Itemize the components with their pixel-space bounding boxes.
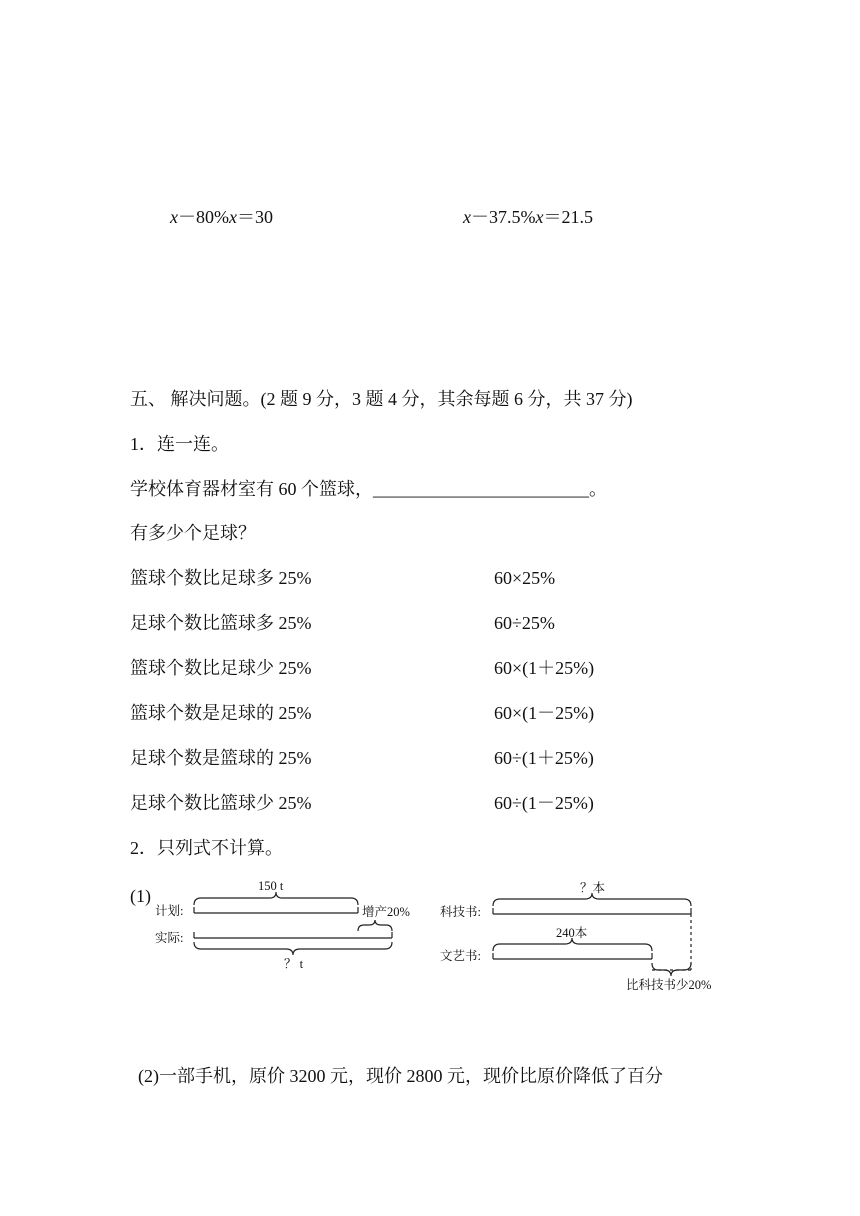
- q2-title: 2．只列式不计算。: [130, 838, 283, 858]
- plan-value: 150 t: [258, 879, 284, 893]
- increase-label: 增产20%: [362, 905, 410, 919]
- equation-2-mid: －37.5%: [471, 207, 536, 227]
- q1-left-item: 足球个数比篮球少 25%: [130, 793, 312, 813]
- q1-left-item: 足球个数是篮球的 25%: [130, 748, 312, 768]
- equation-1-mid: －80%: [178, 207, 229, 227]
- q1-right-item: 60×(1＋25%): [494, 658, 595, 678]
- art-value: 240本: [556, 926, 588, 940]
- section-heading: 五、 解决问题。(2 题 9 分，3 题 4 分，其余每题 6 分，共 37 分): [130, 389, 633, 409]
- q1-right-item: 60×(1－25%): [494, 703, 595, 723]
- actual-value: ？ t: [284, 957, 304, 971]
- equation-2-tail: ＝21.5: [543, 207, 593, 227]
- equation-1-var2: x: [229, 207, 237, 227]
- q1-left-item: 足球个数比篮球多 25%: [130, 613, 312, 633]
- equation-2-var: x: [463, 207, 471, 227]
- q1-right-item: 60÷25%: [494, 613, 555, 633]
- tech-label: 科技书:: [440, 905, 481, 919]
- q2-sub1-label: (1): [130, 886, 151, 906]
- increase-brace: [358, 920, 392, 931]
- q1-question: 有多少个足球？: [130, 523, 256, 543]
- equation-1-tail: ＝30: [237, 207, 273, 227]
- less-label: 比科技书少20%: [626, 978, 712, 992]
- q1-title: 1．连一连。: [130, 434, 229, 454]
- art-label: 文艺书:: [440, 949, 481, 963]
- plan-brace: [194, 892, 358, 905]
- equation-1-var: x: [170, 207, 178, 227]
- q1-right-item: 60×25%: [494, 568, 556, 588]
- q2-sub2: (2)一部手机，原价 3200 元，现价 2800 元，现价比原价降低了百分: [138, 1066, 663, 1086]
- q1-right-item: 60÷(1＋25%): [494, 748, 594, 768]
- equation-2-var2: x: [535, 207, 544, 227]
- actual-brace: [194, 942, 392, 955]
- actual-label: 实际:: [155, 931, 184, 945]
- plan-label: 计划:: [155, 904, 184, 918]
- q1-left-item: 篮球个数比足球多 25%: [130, 568, 312, 588]
- q1-right-item: 60÷(1－25%): [494, 793, 594, 813]
- tech-value: ？本: [580, 881, 606, 895]
- q1-left-item: 篮球个数比足球少 25%: [130, 658, 312, 678]
- q1-stem: 学校体育器材室有 60 个篮球，________________________。: [130, 479, 607, 499]
- q1-left-item: 篮球个数是足球的 25%: [130, 703, 312, 723]
